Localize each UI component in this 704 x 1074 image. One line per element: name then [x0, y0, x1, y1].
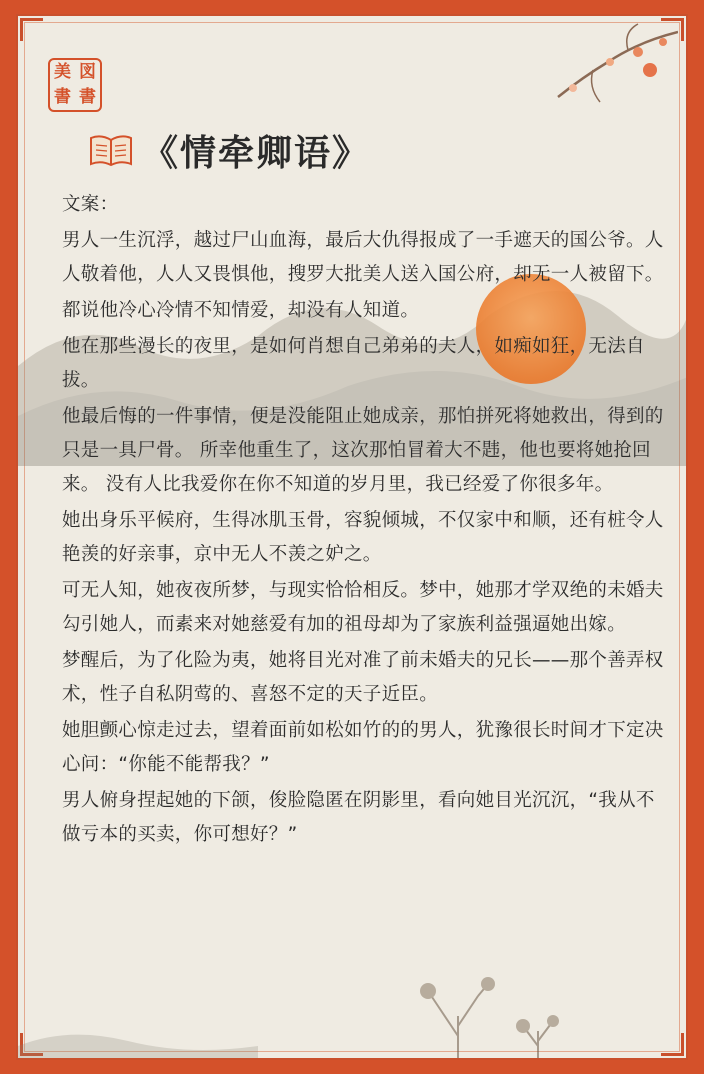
bottom-mountain-mist: [18, 1016, 688, 1060]
paper-card: [16, 14, 688, 1060]
plum-blossom-branch-illustration: [528, 22, 678, 112]
paragraph: 他在那些漫长的夜里，是如何肖想自己弟弟的夫人，如痴如狂，无法自拔。: [62, 336, 645, 391]
paragraph: 她出身乐平候府，生得冰肌玉骨，容貌倾城，不仅家中和顺，还有桩令人艳羡的好亲事，京中无人不羡之妒之。: [62, 510, 664, 565]
paragraph: 男人一生沉浮，越过尸山血海，最后大仇得报成了一手遮天的国公爷。人人敬着他，人人又畏惧他，搜罗大批美人送入国公府，却无一人被留下。: [62, 230, 664, 285]
seal-char: 書: [54, 87, 71, 107]
paragraph: 文案：: [62, 194, 119, 215]
seal-char: 美: [54, 62, 71, 82]
paragraph: 可无人知，她夜夜所梦，与现实恰恰相反。梦中，她那才学双绝的未婚夫勾引她人，而素来对她慈爱有加的祖母却为了家族利益强逼她出嫁。: [62, 580, 664, 635]
paragraph: 他最后悔的一件事情，便是没能阻止她成亲，那怕拼死将她救出，得到的只是一具尸骨。 所幸他重生了，这次那怕冒着大不韪，他也要将她抢回来。 没有人比我爱你在你不知道的岁月里，我已经爱了你很多年。: [62, 406, 664, 495]
seal-char: 図: [79, 62, 96, 82]
book-title: 《情牵卿语》: [142, 132, 371, 174]
title-row: [88, 120, 370, 180]
paragraph: 梦醒后，为了化险为夷，她将目光对准了前未婚夫的兄长——那个善弄权术，性子自私阴莺的、喜怒不定的天子近臣。: [62, 650, 664, 705]
paragraph: 都说他冷心冷情不知情爱，却没有人知道。: [62, 300, 420, 321]
open-book-icon: [88, 132, 134, 168]
synopsis-text: [62, 188, 666, 854]
red-seal-stamp: [48, 58, 102, 112]
corner-ornament: [20, 18, 43, 41]
seal-char: 書: [79, 87, 96, 107]
paragraph: 男人俯身捏起她的下颌，俊脸隐匿在阴影里，看向她目光沉沉，“我从不做亏本的买卖，你可想好？”: [62, 790, 655, 845]
paragraph: 她胆颤心惊走过去，望着面前如松如竹的的男人，犹豫很长时间才下定决心问：“你能不能帮我？”: [62, 720, 664, 775]
